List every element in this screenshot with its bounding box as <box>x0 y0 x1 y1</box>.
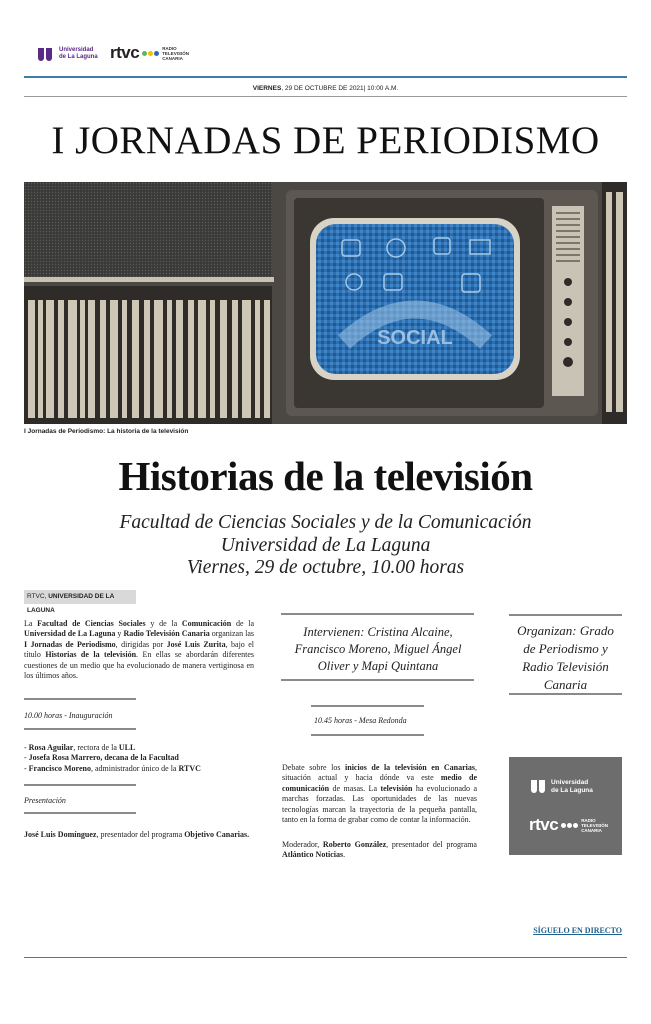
divider <box>281 613 474 615</box>
rtvc-dots-icon <box>142 51 159 56</box>
ull-logo <box>38 44 98 64</box>
divider <box>24 784 136 786</box>
retro-tv-illustration <box>24 182 627 424</box>
subhead-line3: Viernes, 29 de octubre, 10.00 horas <box>186 557 465 578</box>
divider <box>24 812 136 814</box>
subhead-line2: Universidad de La Laguna <box>220 535 431 556</box>
divider <box>509 693 622 695</box>
follow-live-link[interactable]: SÍGUELO EN DIRECTO <box>533 926 622 935</box>
divider <box>311 705 424 707</box>
rtvc-logo <box>110 43 189 63</box>
subhead-line1: Facultad de Ciencias Sociales y de la Comunicación <box>119 512 532 533</box>
rtvc-logo-word: rtvc <box>110 43 140 62</box>
divider <box>24 698 136 700</box>
divider <box>24 728 136 730</box>
dateline <box>0 85 651 92</box>
list-item: - Rosa Aguilar, rectora de la ULL <box>24 743 136 752</box>
ull-logo-line1: Universidad <box>59 47 94 53</box>
ull-logo-line2: de La Laguna <box>59 54 98 60</box>
ull-logo-white: Universidad de La Laguna <box>531 779 593 794</box>
inauguration-label: 10.00 horas - Inauguración <box>24 711 113 720</box>
speakers-box: Intervienen: Cristina Alcaine, Francisco Moreno, Miguel Ángel Oliver y Mapi Quintana <box>294 625 462 673</box>
date-day: VIERNES <box>252 85 282 92</box>
presentation-label: Presentación <box>24 796 66 805</box>
round-table-description: Debate sobre los inicios de la televisión en Canarias, situación actual y hacia dónde va este medio de comunicación de masas. La televisión ha evolucionado a marchas forzadas. Las oportunidades de las nuevas tecnologías marcan la trayectoria de la pequeña pantalla, tanto en la forma de grabar como de contar la información. <box>282 763 477 825</box>
inauguration-list <box>24 743 274 774</box>
moderator-text: Moderador, Roberto González, presentador del programa Atlántico Noticias. <box>282 840 477 860</box>
dateline-divider <box>24 96 627 97</box>
divider <box>509 614 622 616</box>
divider <box>311 734 424 736</box>
hero-image <box>24 182 627 424</box>
screen-word: SOCIAL <box>377 327 453 349</box>
intro-paragraph: La Facultad de Ciencias Sociales y de la Comunicación de la Universidad de La Laguna y Radio Televisión Canaria organizan las I Jornadas de Periodismo, dirigidas por José Luis Zurita, bajo el título Historias de la televisión. En ellas se abordarán diferentes cuestiones de un medio que ha evolucionado de manera vertiginosa en los últimos años. <box>24 619 255 681</box>
ull-emblem-icon <box>531 780 547 793</box>
event-headline: Historias de la televisión <box>118 453 533 499</box>
list-item: - Josefa Rosa Marrero, decana de la Facultad <box>24 753 179 763</box>
list-item: - Francisco Moreno, administrador único de la RTVC <box>24 763 201 773</box>
rtvc-sub1: RADIO <box>162 45 177 51</box>
rtvc-sub2: TELEVISIÓN <box>162 50 189 56</box>
bottom-divider <box>24 957 627 958</box>
date-rest: , 29 DE OCTUBRE DE 2021| 10:00 A.M. <box>281 85 399 92</box>
sponsor-logos-box <box>509 757 622 855</box>
rtvc-dots-icon <box>561 823 578 828</box>
top-divider <box>24 76 627 78</box>
page-title: I JORNADAS DE PERIODISMO <box>51 119 600 162</box>
rtvc-sub3: CANARIA <box>162 55 183 61</box>
round-table-label: 10.45 horas - Mesa Redonda <box>314 716 407 725</box>
hero-caption: I Jornadas de Periodismo: La historia de la televisión <box>24 428 189 435</box>
ull-emblem-icon <box>38 48 54 61</box>
divider <box>281 679 474 681</box>
rtvc-logo-white: rtvc RADIO TELEVISIÓN CANARIA <box>529 815 608 834</box>
presentation-text: José Luis Domínguez, presentador del programa Objetivo Canarias. <box>24 830 250 839</box>
source-tag: RTVC, UNIVERSIDAD DE LA LAGUNA <box>24 590 136 604</box>
organizers-box: Organizan: Grado de Periodismo y Radio Televisión Canaria <box>517 623 614 692</box>
